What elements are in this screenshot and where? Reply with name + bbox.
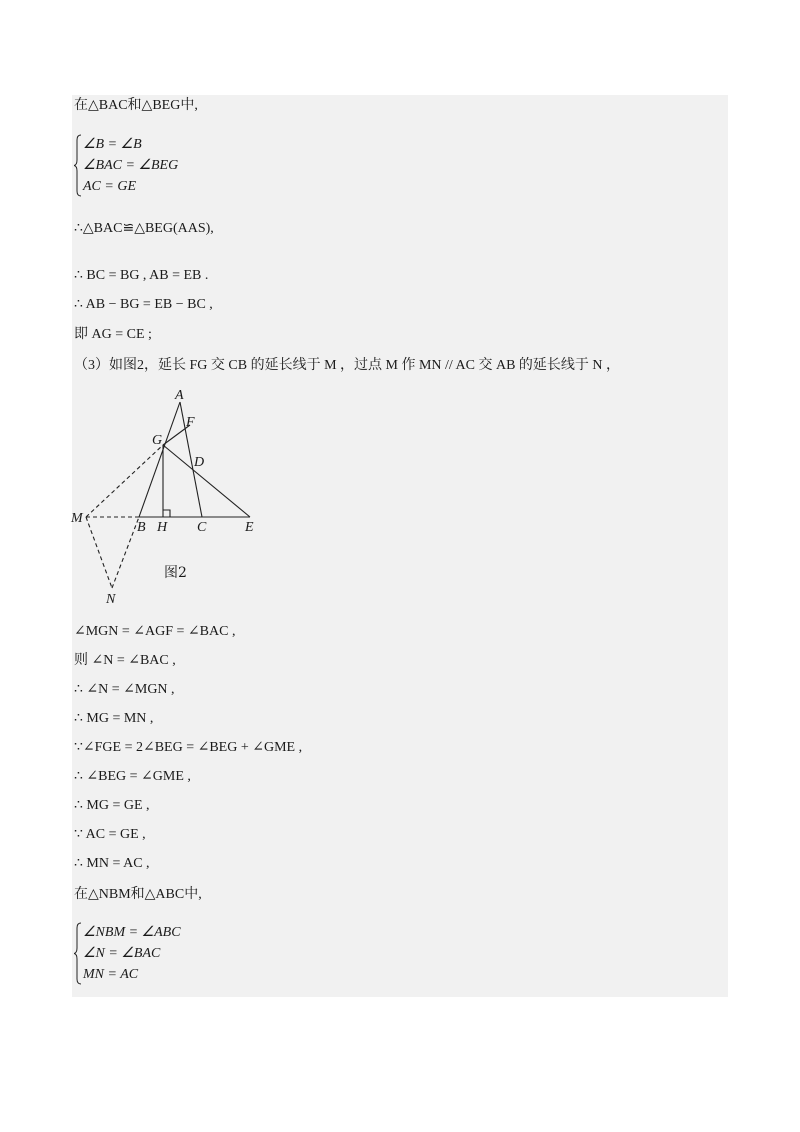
equation-row: ∠N = ∠BAC <box>83 946 161 961</box>
equation-row: AC = GE <box>83 179 136 194</box>
brace-icon <box>74 134 82 197</box>
brace-icon <box>74 922 82 985</box>
text-line: ∴ MG = MN , <box>74 711 154 726</box>
text-line: ∠MGN = ∠AGF = ∠BAC , <box>74 624 236 639</box>
equation-system-2 <box>74 922 181 985</box>
label-m: M <box>71 511 83 526</box>
text-line: ∴ MG = GE , <box>74 798 150 813</box>
equation-system-1 <box>74 134 178 197</box>
label-a: A <box>175 388 184 403</box>
label-h: H <box>157 520 168 535</box>
figure-caption: 图2 <box>164 565 187 581</box>
label-e: E <box>245 520 254 535</box>
text-line: 在△NBM和△ABC中, <box>74 887 202 902</box>
text-line: ∴△BAC≌△BEG(AAS), <box>74 221 214 236</box>
label-g: G <box>152 433 163 448</box>
text-line: ∴ ∠N = ∠MGN , <box>74 682 175 697</box>
equation-row: ∠BAC = ∠BEG <box>83 158 179 173</box>
text-line: ∵ AC = GE , <box>74 827 146 842</box>
label-d: D <box>194 455 205 470</box>
text-line: ∴ BC = BG , AB = EB . <box>74 268 209 283</box>
text-line: （3）如图2，延长 FG 交 CB 的延长线于 M ，过点 M 作 MN // AC 交 AB 的延长线于 N ， <box>74 358 621 373</box>
text-line: ∴ AB − BG = EB − BC , <box>74 297 213 312</box>
label-b: B <box>137 520 146 535</box>
equation-row: MN = AC <box>83 967 139 982</box>
text-line: 即 AG = CE ; <box>74 327 152 342</box>
equation-row: ∠NBM = ∠ABC <box>83 925 181 940</box>
text-line: ∵∠FGE = 2∠BEG = ∠BEG + ∠GME , <box>74 740 303 755</box>
text-line: ∴ ∠BEG = ∠GME , <box>74 769 191 784</box>
text-line: 在△BAC和△BEG中, <box>74 98 198 113</box>
text-line: 则 ∠N = ∠BAC , <box>74 653 176 668</box>
label-n: N <box>106 592 116 607</box>
text-line: ∴ MN = AC , <box>74 856 150 871</box>
label-f: F <box>186 415 195 430</box>
label-c: C <box>197 520 207 535</box>
equation-row: ∠B = ∠B <box>83 137 142 152</box>
